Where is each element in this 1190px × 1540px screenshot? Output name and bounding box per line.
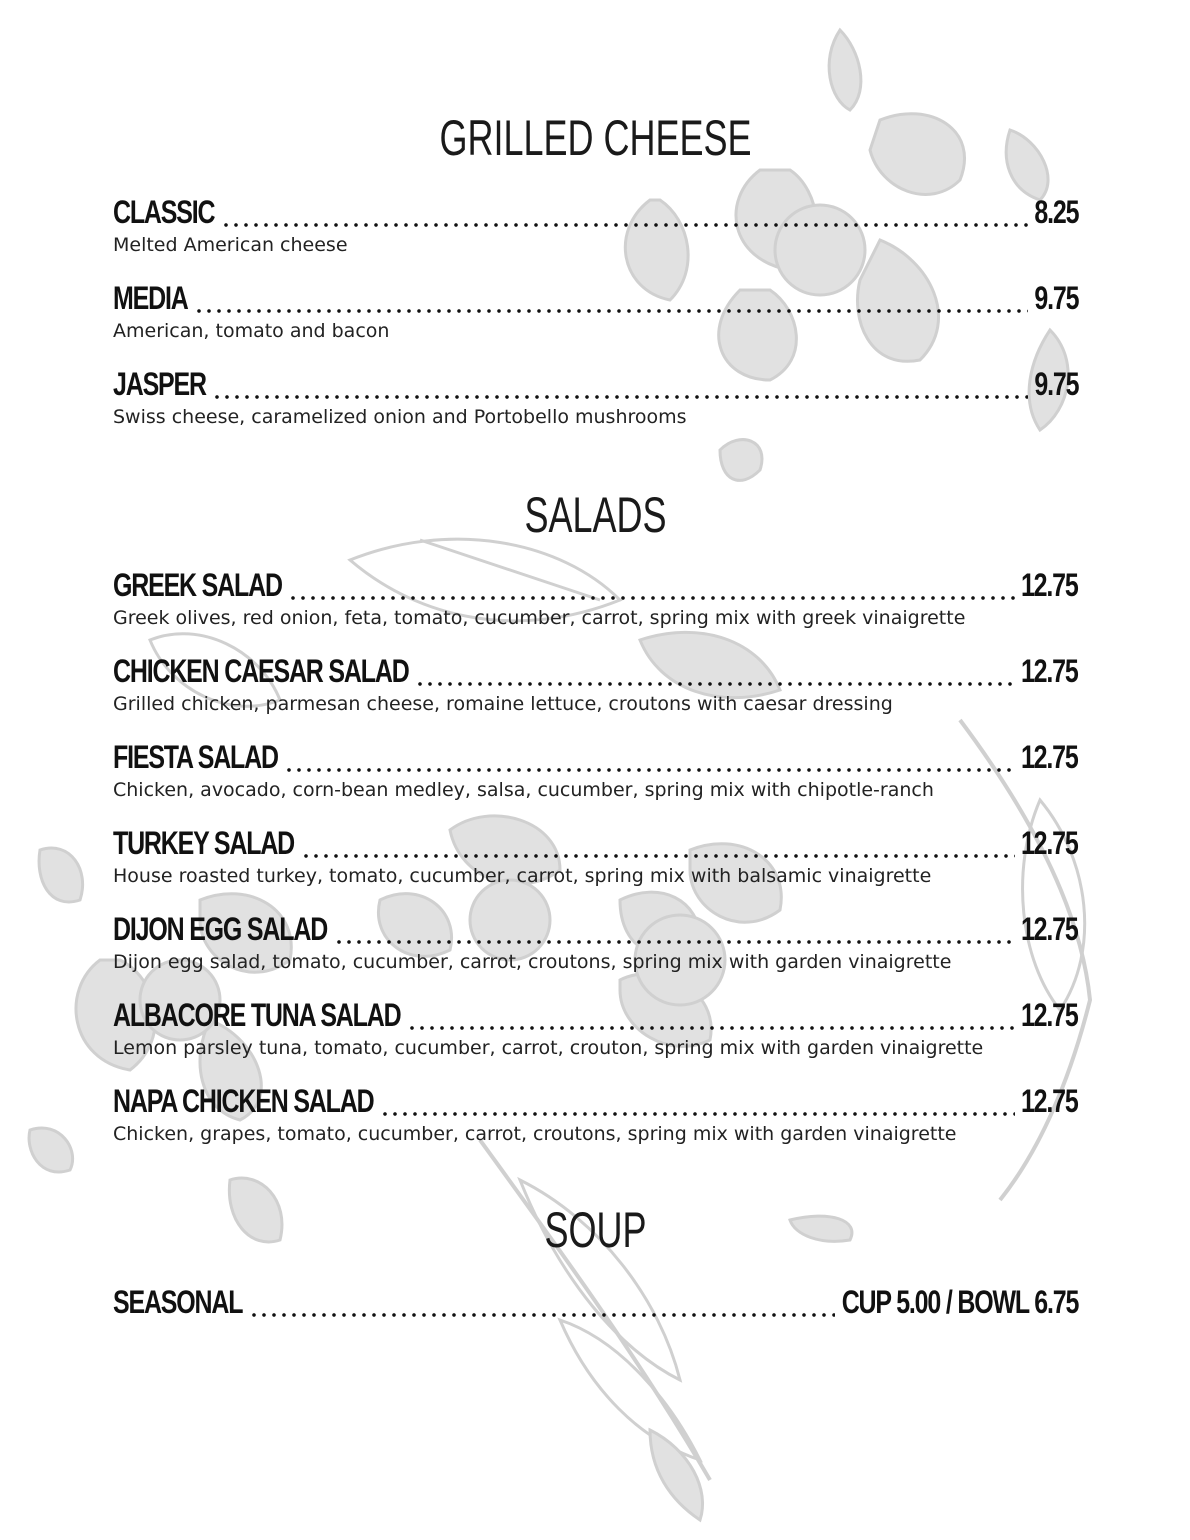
item-price: 12.75	[1021, 739, 1078, 775]
item-price: 12.75	[1021, 567, 1078, 603]
item-name: GREEK SALAD	[113, 567, 282, 603]
item-description: Melted American cheese	[113, 234, 348, 256]
menu-item-fiesta-salad	[113, 738, 1078, 802]
section-title-salads: SALADS	[524, 487, 667, 543]
dot-leader	[380, 1082, 1015, 1120]
item-price: 12.75	[1021, 911, 1078, 947]
dot-leader	[212, 365, 1028, 403]
item-description: House roasted turkey, tomato, cucumber, carrot, spring mix with balsamic vinaigrette	[113, 865, 932, 887]
item-name: CHICKEN CAESAR SALAD	[113, 653, 409, 689]
menu-item-seasonal-soup	[113, 1283, 1078, 1321]
dot-leader	[194, 279, 1028, 317]
item-price: 9.75	[1034, 366, 1078, 402]
item-name: NAPA CHICKEN SALAD	[113, 1083, 374, 1119]
item-description: Dijon egg salad, tomato, cucumber, carrot, croutons, spring mix with garden vinaigrette	[113, 951, 952, 973]
menu-item-media	[113, 279, 1078, 343]
item-price: 12.75	[1021, 825, 1078, 861]
dot-leader	[301, 824, 1015, 862]
item-name: ALBACORE TUNA SALAD	[113, 997, 401, 1033]
menu-item-dijon-egg-salad	[113, 910, 1078, 974]
item-price: 12.75	[1021, 1083, 1078, 1119]
menu-item-napa-chicken-salad	[113, 1082, 1078, 1146]
menu-item-jasper	[113, 365, 1078, 429]
item-price: 12.75	[1021, 997, 1078, 1033]
dot-leader	[334, 910, 1015, 948]
dot-leader	[284, 738, 1015, 776]
item-name: TURKEY SALAD	[113, 825, 295, 861]
item-description: Greek olives, red onion, feta, tomato, cucumber, carrot, spring mix with greek vinaigrette	[113, 607, 966, 629]
menu-item-turkey-salad	[113, 824, 1078, 888]
dot-leader	[221, 193, 1028, 231]
item-description: Swiss cheese, caramelized onion and Portobello mushrooms	[113, 406, 687, 428]
menu-item-greek-salad	[113, 566, 1078, 630]
item-price: CUP 5.00 / BOWL 6.75	[841, 1284, 1078, 1320]
dot-leader	[415, 652, 1015, 690]
section-title-grilled-cheese: GRILLED CHEESE	[439, 110, 752, 166]
item-name: DIJON EGG SALAD	[113, 911, 328, 947]
item-description: Grilled chicken, parmesan cheese, romaine lettuce, croutons with caesar dressing	[113, 693, 893, 715]
menu-item-chicken-caesar-salad	[113, 652, 1078, 716]
item-description: Chicken, grapes, tomato, cucumber, carrot, croutons, spring mix with garden vinaigrette	[113, 1123, 957, 1145]
section-title-soup: SOUP	[544, 1202, 647, 1258]
item-price: 9.75	[1034, 280, 1078, 316]
item-description: Chicken, avocado, corn-bean medley, salsa, cucumber, spring mix with chipotle-ranch	[113, 779, 934, 801]
menu-item-albacore-tuna-salad	[113, 996, 1078, 1060]
item-name: SEASONAL	[113, 1284, 243, 1320]
item-name: FIESTA SALAD	[113, 739, 278, 775]
item-price: 12.75	[1021, 653, 1078, 689]
item-name: JASPER	[113, 366, 206, 402]
menu-item-classic	[113, 193, 1078, 257]
item-price: 8.25	[1034, 194, 1078, 230]
dot-leader	[288, 566, 1015, 604]
item-description: Lemon parsley tuna, tomato, cucumber, carrot, crouton, spring mix with garden vinaigrette	[113, 1037, 984, 1059]
dot-leader	[407, 996, 1015, 1034]
item-name: CLASSIC	[113, 194, 215, 230]
item-description: American, tomato and bacon	[113, 320, 390, 342]
dot-leader	[249, 1283, 835, 1321]
item-name: MEDIA	[113, 280, 188, 316]
